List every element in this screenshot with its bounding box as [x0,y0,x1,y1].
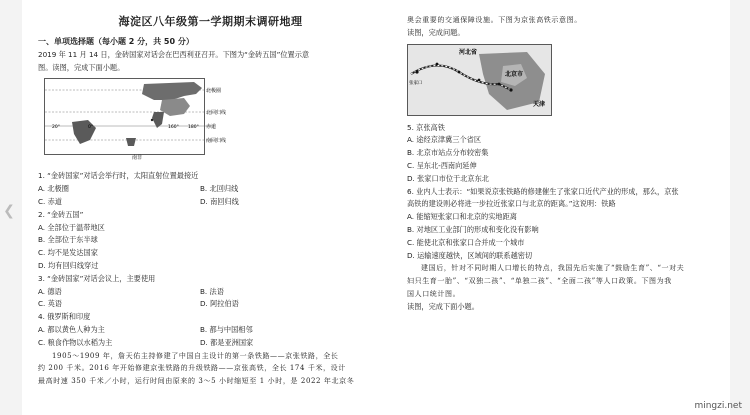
question-stem: 6. 业内人士表示：“如果说京张铁路的修建催生了张家口近代产业的形成，那么，京张 [407,186,679,196]
instruction-line: 读图，完成问题。 [407,27,465,37]
question-stem: 2. “金砖五国” [38,209,84,219]
passage-line: 国人口统计图。 [407,289,461,298]
options-q4 [38,324,383,350]
question-stem: 1. “金砖国家”对话会举行时，太阳直射位置最接近 [38,171,199,181]
option[interactable]: B. 都与中国相邻 [200,324,253,334]
jingzhang-railway-map [407,44,552,116]
svg-text:北京市: 北京市 [505,70,524,78]
option[interactable]: C. 呈东北-西南向延伸 [407,160,477,170]
option[interactable]: C. 均不是发达国家 [38,248,98,258]
svg-text:天津: 天津 [533,100,546,108]
passage-line: 奥会重要的交通保障设施。下图为京张高铁示意图。 [407,16,582,24]
svg-text:180°: 180° [188,125,199,131]
option[interactable]: A. 能缩短张家口和北京的实地距离 [407,212,517,222]
option[interactable]: D. 运输速度越快，区域间的联系越密切 [407,250,533,260]
option[interactable]: C. 赤道 [38,196,62,206]
svg-text:南非: 南非 [132,155,143,162]
option[interactable]: B. 全部位于东半球 [38,235,98,245]
options-q1 [38,183,383,209]
svg-text:160°: 160° [168,125,179,131]
option[interactable]: A. 北极圈 [38,184,69,194]
svg-text:北回归线: 北回归线 [206,110,227,117]
option[interactable]: A. 全部位于温带地区 [38,222,105,232]
section-heading: 一、单项选择题（每小题 2 分，共 50 分） [38,37,194,46]
question-stem: 5. 京张高铁 [407,122,445,132]
intro-line: 图。读图，完成下面小题。 [38,62,125,72]
options-q3 [38,286,383,312]
right-column [407,0,722,314]
option[interactable]: D. 均有回归线穿过 [38,260,99,270]
left-column [38,0,383,388]
question-stem: 高铁的建设则必将进一步拉近张家口与北京的距离。”这说明：铁路 [407,199,616,209]
option[interactable]: D. 都是亚洲国家 [200,337,254,347]
passage-line: 1905～1909 年，詹天佑主持修建了中国自主设计的第一条铁路——京张铁路，全长 [52,351,339,360]
svg-text:0°: 0° [88,125,94,131]
option[interactable]: C. 英语 [38,299,62,309]
passage-line: 妇只生育一胎”、“双独二孩”、“单独二孩”、“全面二孩”等人口政策。下图为我 [407,277,672,286]
passage-line: 约 200 千米。2016 年开始修建京张铁路的升级铁路——京张高铁，全长 174 千米，设计 [38,364,346,373]
exam-page [22,0,730,415]
option[interactable]: B. 北回归线 [200,184,239,194]
svg-text:南回归线: 南回归线 [206,138,227,145]
option[interactable]: A. 都以黄色人种为主 [38,324,105,334]
passage-line: 建国后，针对不同时期人口增长的特点，我国先后实施了“鼓励生育”、“一对夫 [421,264,685,273]
option[interactable]: B. 北京市站点分布较密集 [407,148,489,158]
svg-text:张家口: 张家口 [409,80,423,86]
watermark: mingzi.net [694,401,742,411]
svg-text:赤道: 赤道 [206,124,217,131]
option[interactable]: B. 对地区工业部门的形成和变化没有影响 [407,224,539,234]
question-stem: 3. “金砖国家”对话会议上，主要使用 [38,273,156,283]
world-map-figure [44,78,244,164]
instruction-line: 读图，完成下面小题。 [407,301,479,311]
railway-map-figure [407,44,552,116]
option[interactable]: A. 德语 [38,286,62,296]
option[interactable]: C. 能使北京和张家口合并成一个城市 [407,237,525,247]
option[interactable]: D. 张家口市位于北京东北 [407,173,489,183]
intro-line: 2019 年 11 月 14 日，金砖国家对话会在巴西利亚召开。下图为“金砖五国”位置示意 [38,49,310,59]
chevron-left-icon[interactable]: ❮ [3,203,15,219]
question-stem: 4. 俄罗斯和印度 [38,312,91,322]
option[interactable]: B. 法语 [200,286,224,296]
option[interactable]: C. 粮食作物以水稻为主 [38,337,113,347]
svg-text:20°: 20° [52,125,60,131]
page-title: 海淀区八年级第一学期期末调研地理 [118,15,303,28]
option[interactable]: D. 阿拉伯语 [200,299,239,309]
svg-text:河北省: 河北省 [459,48,478,56]
option[interactable]: A. 途经京津冀三个省区 [407,135,482,145]
brics-location-map [44,78,244,164]
svg-text:北极圈: 北极圈 [206,88,222,95]
passage-line: 最高时速 350 千米／小时，运行时间由原来的 3～5 小时缩短至 1 小时，是 2022 年北京冬 [38,377,355,386]
option[interactable]: D. 南回归线 [200,196,239,206]
